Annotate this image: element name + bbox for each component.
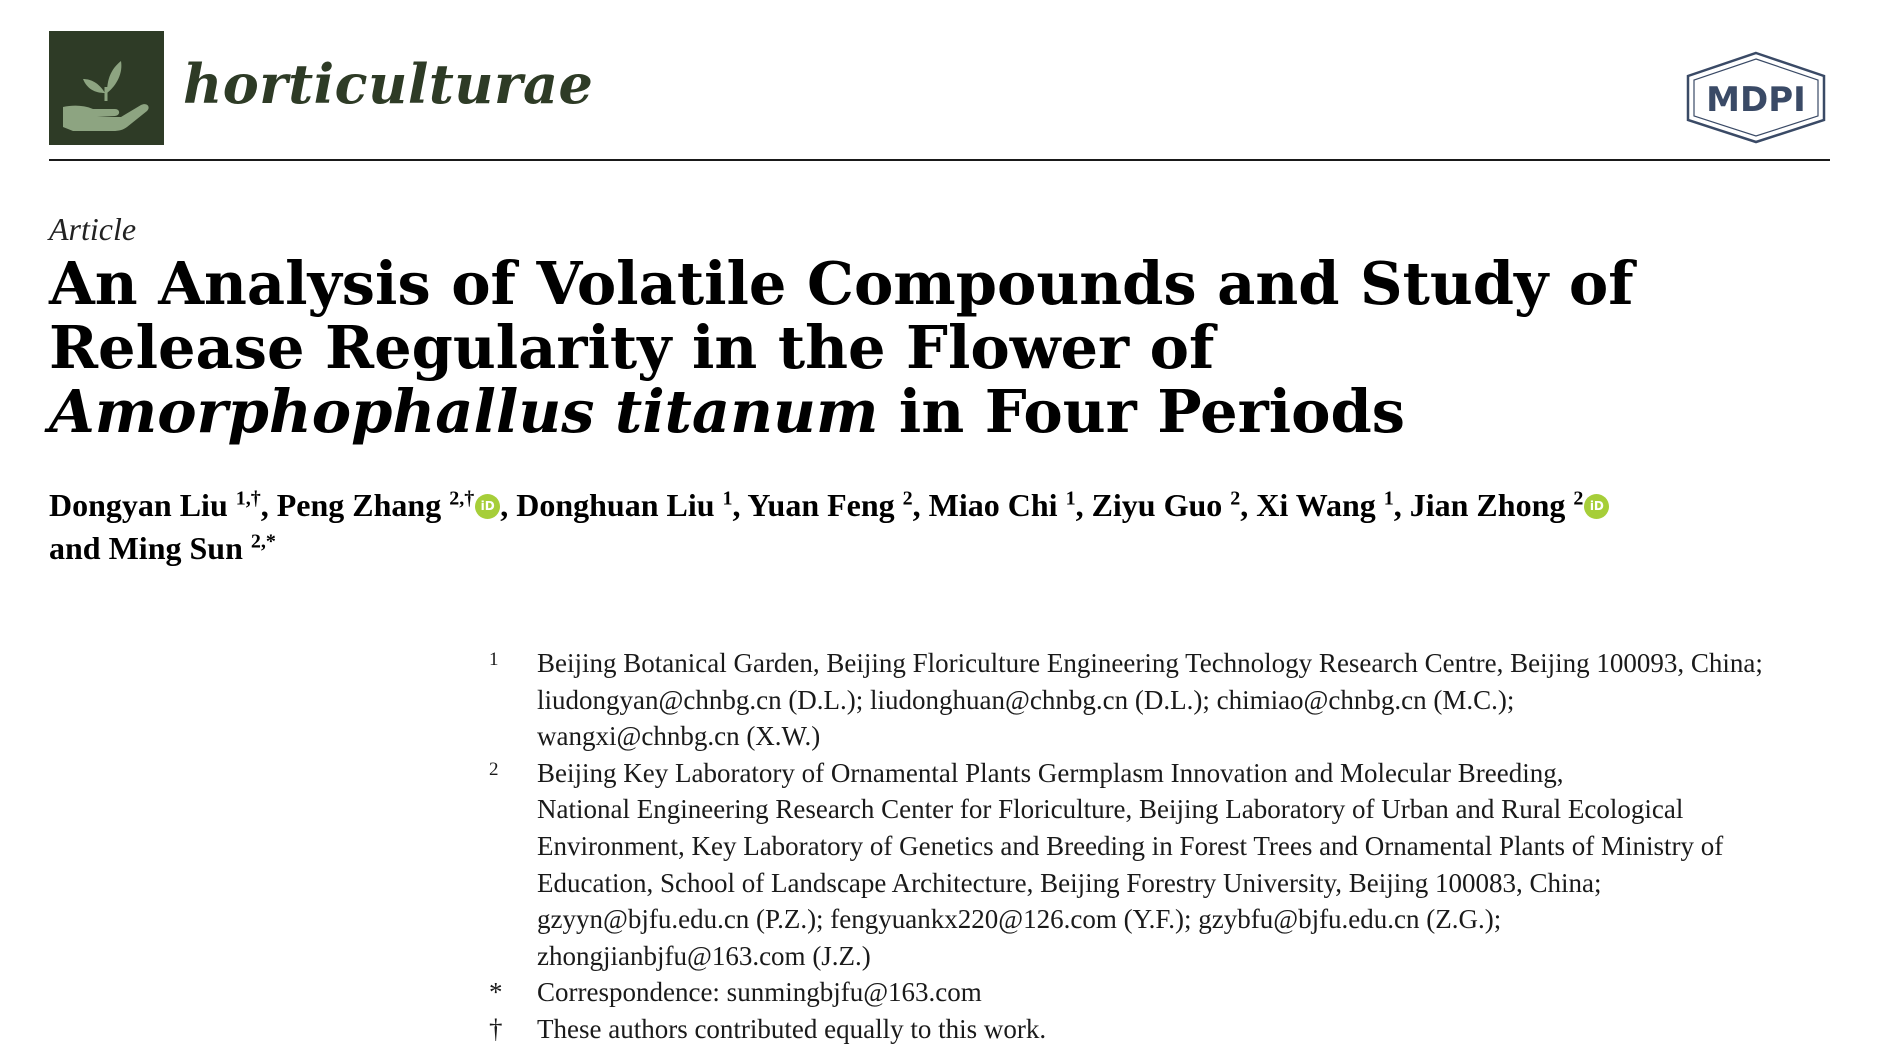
- author: Peng Zhang $^{2,\dagger}$: [276, 487, 475, 523]
- title-part-1: An Analysis of Volatile Compounds and Study of Release Regularity in the Flower of: [49, 249, 1634, 382]
- author: Ziyu Guo $^2$: [1091, 487, 1241, 523]
- author: Jian Zhong $^2$: [1409, 487, 1584, 523]
- author-conjunction: and: [49, 530, 101, 566]
- author: Dongyan Liu $^{1,\dagger}$: [49, 487, 261, 523]
- author: Ming Sun $^{2,*}$: [108, 530, 276, 566]
- correspondence: * Correspondence: sunmingbjfu@163.com: [489, 974, 1839, 1011]
- affiliation-1: 1 Beijing Botanical Garden, Beijing Floriculture Engineering Technology Research Centre, Beijing 100093, China; liudongyan@chnbg.cn (D.L.); liudonghuan@chnbg.cn (D.L.); chimiao@chnbg.cn (M.C.); wangxi@chnbg.cn (X.W.): [489, 645, 1839, 755]
- orcid-icon[interactable]: iD: [475, 494, 500, 519]
- affiliation-number: 2: [489, 758, 499, 780]
- correspondence-mark: *: [489, 977, 503, 1008]
- title-part-2: in Four Periods: [878, 377, 1405, 446]
- paper-title: [49, 249, 1769, 446]
- author-list: Dongyan Liu $^{1,\dagger}$, Peng Zhang $^{2,\dagger}$ iD , Donghuan Liu $^1$, Yuan Feng $^2$, Miao Chi $^1$, Ziyu Guo $^2$, Xi Wang $^1$, Jian Zhong $^2$ iD and Ming Sun $^{2,*}$: [49, 484, 1839, 570]
- orcid-icon[interactable]: iD: [1584, 494, 1609, 519]
- author: Donghuan Liu $^1$: [516, 487, 733, 523]
- mdpi-logo-text: MDPI: [1706, 80, 1806, 120]
- author: Yuan Feng $^2$: [747, 487, 913, 523]
- author: Miao Chi $^1$: [928, 487, 1076, 523]
- author: Xi Wang $^1$: [1256, 487, 1394, 523]
- equal-contribution-mark: †: [489, 1013, 503, 1044]
- equal-contribution-note: † These authors contributed equally to this work.: [489, 1011, 1839, 1048]
- hand-holding-sprout-icon: [49, 31, 164, 145]
- affiliation-number: 1: [489, 649, 499, 670]
- header-divider: [49, 159, 1830, 161]
- journal-name: horticulturae: [183, 52, 594, 116]
- affiliations: [489, 645, 1839, 1048]
- title-species: Amorphophallus titanum: [49, 377, 879, 446]
- affiliation-2: 2 Beijing Key Laboratory of Ornamental Plants Germplasm Innovation and Molecular Breeding, National Engineering Research Center for Floriculture, Beijing Laboratory of Urban and Rural Ecological Environment, Key Laboratory of Genetics and Breeding in Forest Trees and Ornamental Plants of Ministry of Education, School of Landscape Architecture, Beijing Forestry University, Beijing 100083, China; gzyyn@bjfu.edu.cn (P.Z.); fengyuankx220@126.com (Y.F.); gzybfu@bjfu.edu.cn (Z.G.); zhongjianbjfu@163.com (J.Z.): [489, 755, 1839, 975]
- journal-logo: [49, 31, 164, 145]
- article-type: Article: [49, 211, 137, 247]
- mdpi-logo: [1682, 50, 1830, 145]
